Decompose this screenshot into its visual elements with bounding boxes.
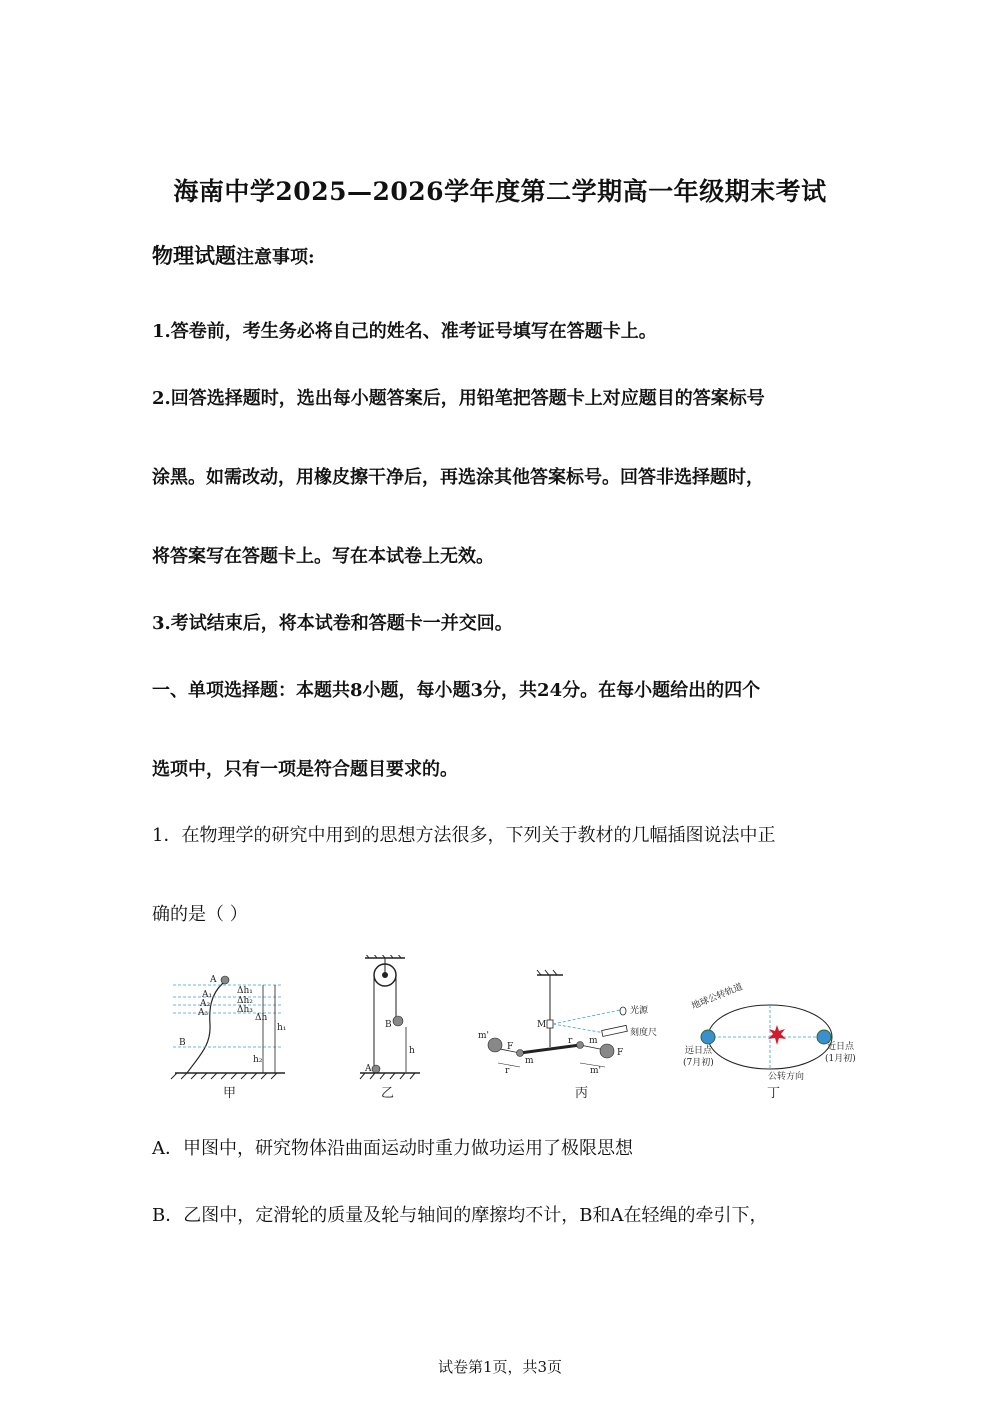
subject-title: 物理试题 <box>152 243 236 268</box>
fig-bing-label-r1: r <box>505 1066 510 1076</box>
fig-bing-label-m-big: M <box>537 1020 547 1030</box>
notes-heading: 注意事项: <box>236 247 315 268</box>
figure-ding <box>683 980 856 1101</box>
figure-yi <box>360 955 420 1101</box>
question-1-figures <box>165 955 885 1105</box>
fig-jia-label-dh: Δh <box>255 1013 268 1023</box>
fig-bing-label-r2: m' <box>590 1066 602 1076</box>
fig-jia-label-b: B <box>179 1038 186 1048</box>
fig-jia-label-h2: h₂ <box>253 1055 263 1065</box>
fig-jia-label-dh3: Δh₃ <box>237 1005 253 1015</box>
fig-ding-label-july: (7月初) <box>683 1058 714 1068</box>
fig-bing-label-m2p: F <box>617 1048 624 1058</box>
note-3: 3.考试结束后，将本试卷和答题卡一并交回。 <box>152 613 513 634</box>
fig-bing-label-m1: m <box>525 1056 534 1066</box>
fig-jia-label-dh2: Δh₂ <box>237 996 253 1006</box>
figure-bing <box>478 970 657 1101</box>
fig-bing-label-ruler: 刻度尺 <box>630 1028 658 1038</box>
subject-line <box>152 240 315 270</box>
fig-bing-label-m1p: m' <box>478 1031 490 1041</box>
question-1-stem: 1．在物理学的研究中用到的思想方法很多，下列关于教材的几幅插图说法中正 <box>152 825 776 846</box>
fig-yi-caption: 乙 <box>381 1086 395 1101</box>
fig-ding-label-perihelion: 近日点 <box>827 1042 855 1052</box>
fig-jia-label-a1: A₁ <box>202 990 213 1000</box>
note-2-cont: 涂黑。如需改动，用橡皮擦干净后，再选涂其他答案标号。回答非选择题时， <box>152 467 764 488</box>
note-2: 2.回答选择题时，选出每小题答案后，用铅笔把答题卡上对应题目的答案标号 <box>152 388 765 409</box>
section-heading-cont: 选项中，只有一项是符合题目要求的。 <box>152 759 458 780</box>
fig-ding-label-direction: 公转方向 <box>768 1072 805 1082</box>
page-footer: 试卷第1页，共3页 <box>437 1358 563 1376</box>
question-1-stem-cont: 确的是（ ） <box>152 904 248 925</box>
fig-bing-label-light: 光源 <box>630 1006 649 1016</box>
section-heading: 一、单项选择题：本题共8小题，每小题3分，共24分。在每小题给出的四个 <box>152 680 761 701</box>
fig-yi-label-b: B <box>385 1020 392 1030</box>
fig-ding-label-orbit: 地球公转轨道 <box>690 982 745 1012</box>
fig-jia-label-h1: h₁ <box>277 1023 287 1033</box>
fig-bing-label-f2: m <box>589 1036 598 1046</box>
fig-yi-label-a: A <box>365 1064 372 1074</box>
fig-jia-label-dh1: Δh₁ <box>237 986 253 996</box>
note-2-cont2: 将答案写在答题卡上。写在本试卷上无效。 <box>152 546 494 567</box>
figure-jia <box>171 975 286 1101</box>
fig-yi-label-h: h <box>409 1046 415 1056</box>
fig-jia-caption: 甲 <box>223 1086 237 1101</box>
fig-jia-label-a3: A₃ <box>198 1008 209 1018</box>
fig-bing-caption: 丙 <box>575 1086 589 1101</box>
fig-bing-label-m2: r <box>568 1036 573 1046</box>
fig-jia-label-a2: A₂ <box>200 999 211 1009</box>
exam-title: 海南中学2025—2026学年度第二学期高一年级期末考试 <box>173 177 827 206</box>
option-b: B．乙图中，定滑轮的质量及轮与轴间的摩擦均不计，B和A在轻绳的牵引下， <box>152 1205 768 1226</box>
fig-jia-label-a: A <box>210 975 217 985</box>
fig-ding-caption: 丁 <box>767 1086 781 1101</box>
fig-bing-label-f1: F <box>507 1042 514 1052</box>
fig-ding-label-january: (1月初) <box>825 1054 856 1064</box>
option-a: A．甲图中，研究物体沿曲面运动时重力做功运用了极限思想 <box>152 1138 633 1159</box>
fig-ding-label-aphelion: 远日点 <box>685 1046 713 1056</box>
note-1: 1.答卷前，考生务必将自己的姓名、准考证号填写在答题卡上。 <box>152 321 657 342</box>
figures-svg <box>165 955 885 1105</box>
